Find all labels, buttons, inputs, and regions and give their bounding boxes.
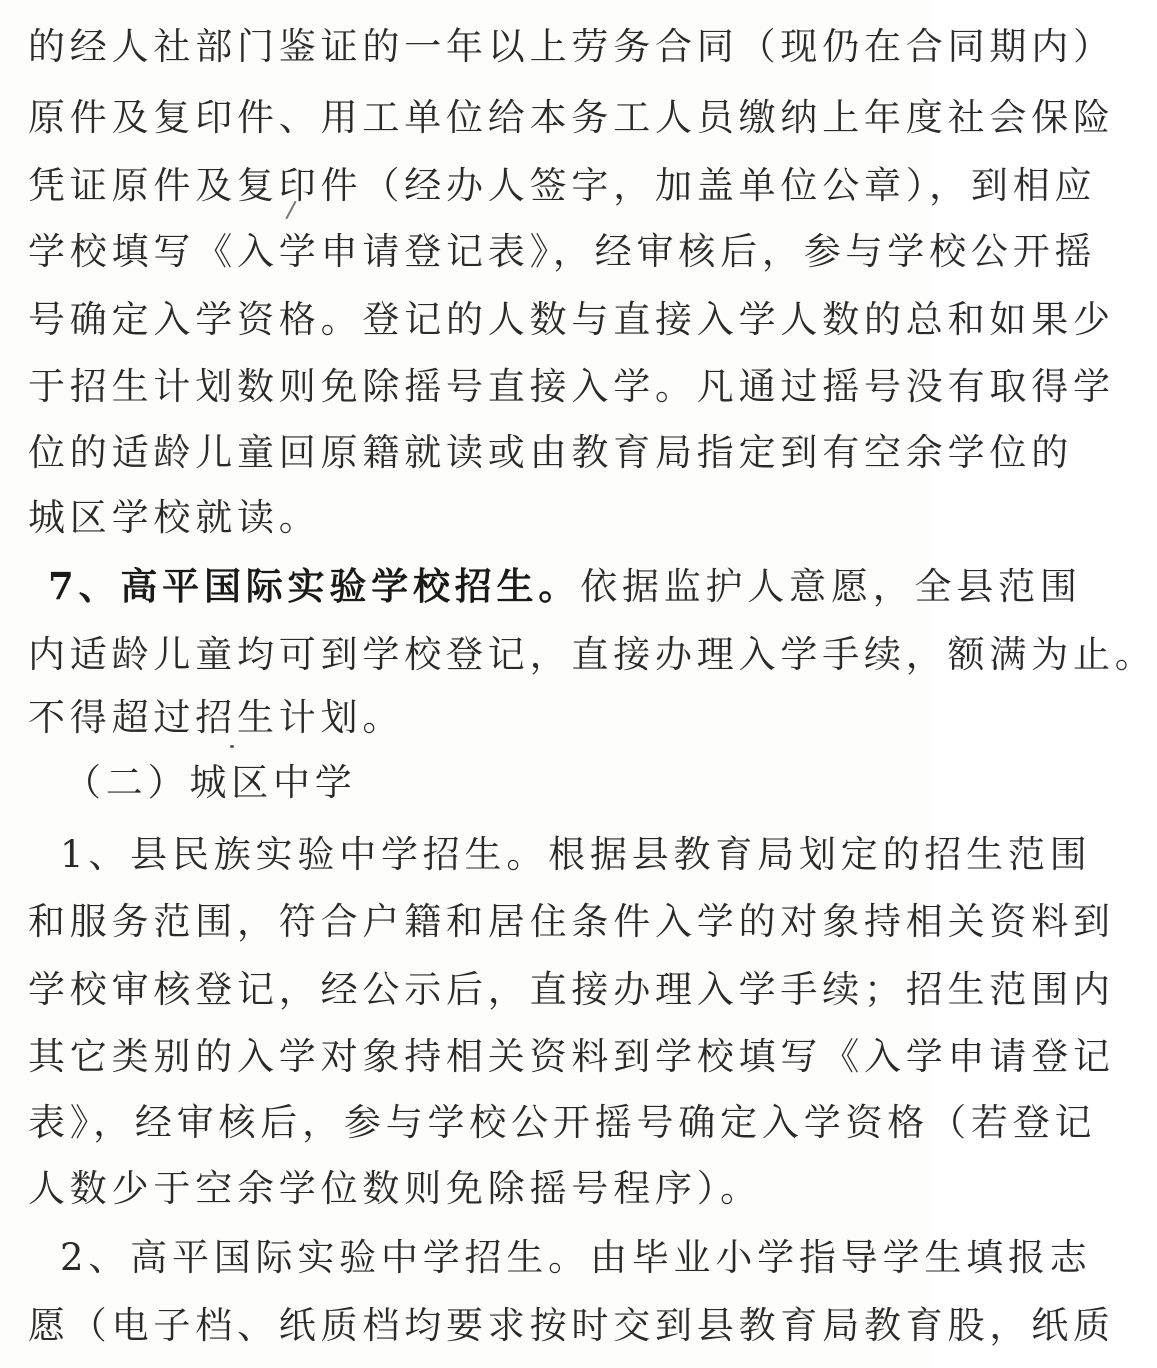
item-1-line-5: 表》，经审核后，参与学校公开摇号确定入学资格（若登记 [28,1101,1097,1144]
item-1-line-3: 学校审核登记，经公示后，直接办理入学手续；招生范围内 [28,968,1115,1011]
item-1-line-6: 人数少于空余学位数则免除摇号程序）。 [28,1167,762,1210]
item-7-line-2: 内适龄儿童均可到学校登记，直接办理入学手续，额满为止。 [28,633,1157,676]
text-line-4: 学校填写《入学申请登记表》，经审核后，参与学校公开摇 [28,230,1097,273]
item-1-line-2: 和服务范围，符合户籍和居住条件入学的对象持相关资料到 [28,900,1115,943]
text-line-8: 城区学校就读。 [28,496,321,539]
item-7-text: 依据监护人意愿，全县范围 [580,565,1082,608]
text-line-3: 凭证原件及复印件（经办人签字，加盖单位公章），到相应 [28,164,1097,207]
text-line-2: 原件及复印件、用工单位给本务工人员缴纳上年度社会保险 [28,96,1115,139]
text-line-7: 位的适龄儿童回原籍就读或由教育局指定到有空余学位的 [28,431,1073,474]
item-2-line-2: 愿（电子档、纸质档均要求按时交到县教育局教育股，纸质 [28,1304,1115,1347]
item-7-first-line [48,553,1082,619]
section-heading: （二）城区中学 [64,761,357,804]
text-line-1: 的经人社部门鉴证的一年以上劳务合同（现仍在合同期内） [28,25,1115,68]
text-line-5: 号确定入学资格。登记的人数与直接入学人数的总和如果少 [28,298,1115,341]
item-2-line-1: 2、高平国际实验中学招生。由毕业小学指导学生填报志 [60,1236,1092,1279]
ink-speck [230,745,234,748]
item-1-line-1: 1、县民族实验中学招生。根据县教育局划定的招生范围 [60,833,1092,876]
text-line-6: 于招生计划数则免除摇号直接入学。凡通过摇号没有取得学 [28,365,1115,408]
item-7-heading: 7、高平国际实验学校招生。 [48,564,581,608]
item-7-line-3: 不得超过招生计划。 [28,696,405,739]
item-1-line-4: 其它类别的入学对象持相关资料到学校填写《入学申请登记 [28,1035,1115,1078]
